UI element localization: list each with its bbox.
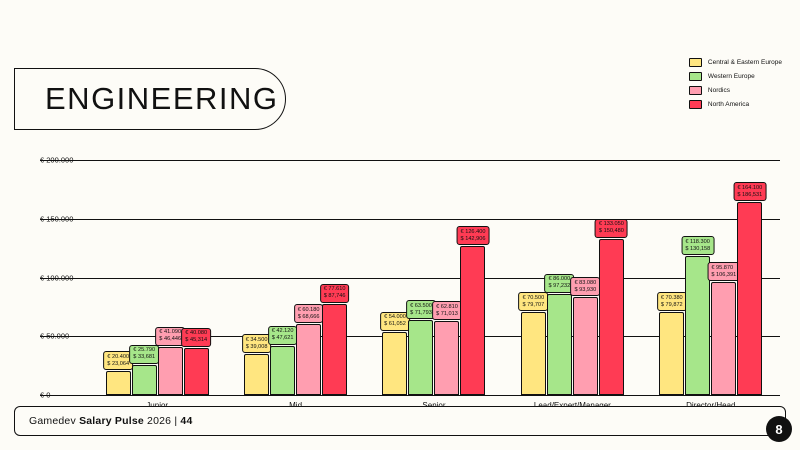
bar[interactable] <box>737 184 763 395</box>
footer-title: Salary Pulse <box>79 415 144 427</box>
bar-value-label: € 25.790 $ 33,681 <box>129 345 159 364</box>
page-badge: 8 <box>766 416 792 442</box>
bar-value-label: € 70.380 $ 79,872 <box>657 292 687 311</box>
bar[interactable] <box>521 294 546 395</box>
chart-plot-area <box>88 160 780 395</box>
bar-value-label: € 95.870 $ 106,391 <box>707 262 740 281</box>
bar[interactable] <box>184 330 209 395</box>
bar-value-label: € 126.400 $ 142,906 <box>457 226 490 245</box>
footer-separator: | <box>174 415 178 427</box>
y-axis-tick-label: € 150.000 <box>40 214 74 224</box>
bar-value-label: € 42.120 $ 47,621 <box>268 326 298 345</box>
bar[interactable] <box>598 221 624 395</box>
bar[interactable] <box>132 347 157 395</box>
footer-brand: Gamedev <box>29 415 76 427</box>
bar-value-label: € 83.080 $ 93,930 <box>570 277 600 296</box>
legend-swatch-icon <box>689 72 702 81</box>
bar-value-label: € 63.500 $ 71,793 <box>406 300 436 319</box>
bar[interactable] <box>106 353 131 395</box>
y-axis-tick-label: € 100.000 <box>40 273 74 282</box>
bar-value-label: € 77.610 $ 87,746 <box>320 284 350 303</box>
bar[interactable] <box>659 294 684 395</box>
bar[interactable] <box>270 328 295 395</box>
chart-legend <box>689 58 782 109</box>
bar[interactable] <box>434 303 459 395</box>
bar[interactable] <box>547 276 572 395</box>
bar-group <box>642 160 780 395</box>
bar[interactable] <box>158 329 183 395</box>
bar-value-label: € 164.100 $ 186,531 <box>733 182 766 201</box>
bar[interactable] <box>296 306 321 395</box>
y-axis-tick-label: € 50.000 <box>40 331 70 341</box>
legend-label: Western Europe <box>707 73 755 80</box>
bar-value-label: € 54.000 $ 61,052 <box>380 312 410 331</box>
salary-bar-chart <box>40 155 780 400</box>
bar-group <box>226 160 364 395</box>
bar-value-label: € 133.050 $ 150,480 <box>595 219 628 238</box>
bar-value-label: € 34.500 $ 39,008 <box>242 334 272 353</box>
footer-caption <box>29 415 193 427</box>
bar-value-label: € 70.500 $ 79,707 <box>518 292 548 311</box>
legend-label: North America <box>707 101 750 108</box>
bar-value-label: € 40.080 $ 45,314 <box>181 328 211 347</box>
legend-item <box>689 58 782 67</box>
bar-group <box>503 160 641 395</box>
legend-item <box>689 86 782 95</box>
chart-gridline <box>40 395 780 396</box>
bar-group <box>365 160 503 395</box>
bar[interactable] <box>244 336 269 395</box>
bar-group <box>88 160 226 395</box>
footer-year: 2026 <box>147 415 172 427</box>
footer-bar <box>14 406 786 436</box>
y-axis-tick-label: € 0 <box>40 390 51 400</box>
bar[interactable] <box>573 279 598 395</box>
legend-swatch-icon <box>689 86 702 95</box>
page-title-pill <box>14 68 286 130</box>
bar[interactable] <box>382 314 407 395</box>
bar-value-label: € 60.180 $ 68,666 <box>294 304 324 323</box>
page-title: ENGINEERING <box>45 81 279 116</box>
bar-value-label: € 86.000 $ 97,232 <box>544 274 574 293</box>
bar[interactable] <box>460 228 486 395</box>
footer-page-number: 44 <box>180 415 193 427</box>
legend-label: Central & Eastern Europe <box>707 59 782 66</box>
bar[interactable] <box>711 264 737 395</box>
legend-item <box>689 72 782 81</box>
bar-value-label: € 41.090 $ 46,446 <box>155 327 185 346</box>
bar[interactable] <box>322 286 347 395</box>
y-axis-tick-label: € 200.000 <box>40 155 74 165</box>
bar-value-label: € 118.300 $ 130,158 <box>681 236 714 255</box>
legend-item <box>689 100 782 109</box>
bar-value-label: € 20.400 $ 23,064 <box>103 351 133 370</box>
legend-swatch-icon <box>689 100 702 109</box>
bar[interactable] <box>408 302 433 395</box>
bar-value-label: € 62.810 $ 71,013 <box>432 301 462 320</box>
legend-swatch-icon <box>689 58 702 67</box>
legend-label: Nordics <box>707 87 730 94</box>
